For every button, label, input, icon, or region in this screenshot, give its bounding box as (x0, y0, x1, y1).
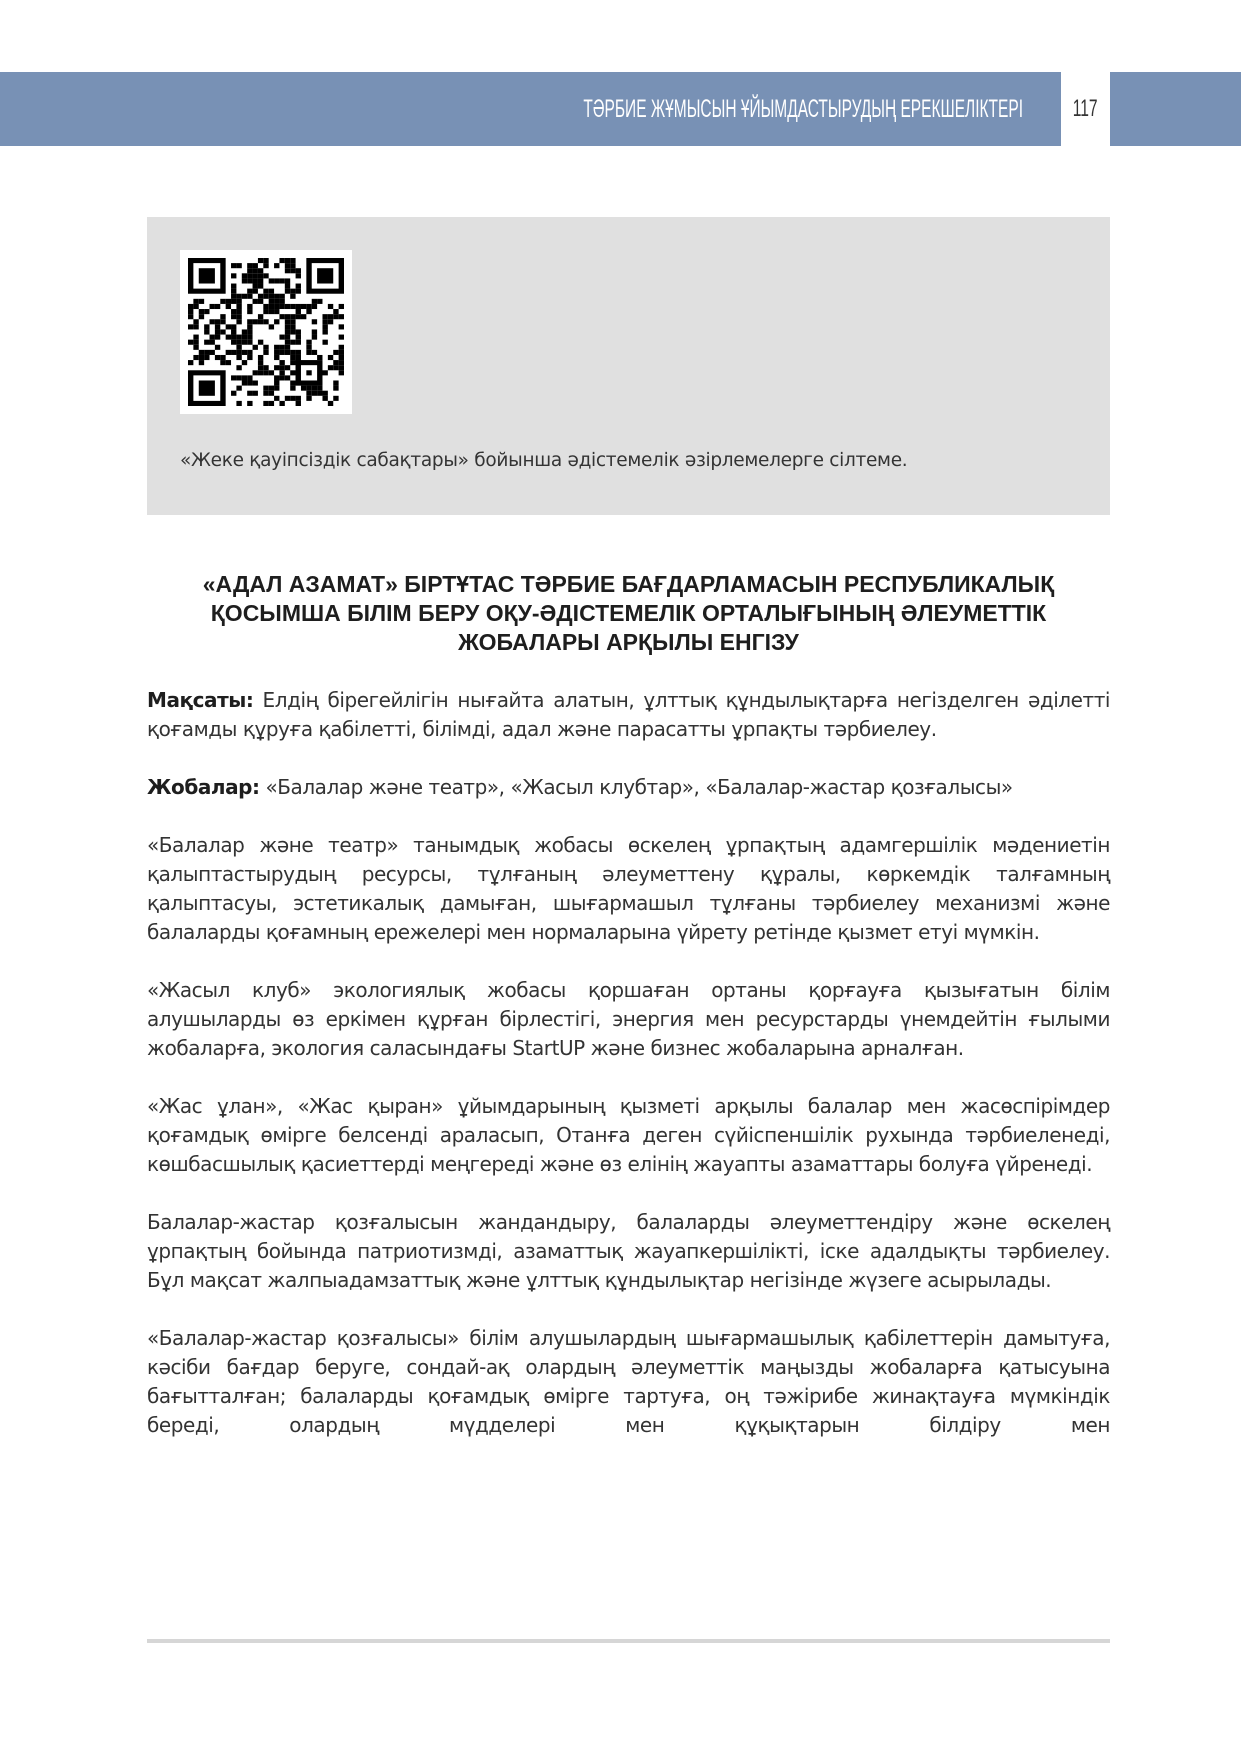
heading-line: ҚОСЫМША БІЛІМ БЕРУ ОҚУ-ӘДІСТЕМЕЛІК ОРТАЛЫҒЫНЫҢ ӘЛЕУМЕТТІК (210, 600, 1047, 626)
header-right-block (1110, 72, 1241, 146)
running-title: ТӘРБИЕ ЖҰМЫСЫН ҰЙЫМДАСТЫРУДЫҢ ЕРЕКШЕЛІКТЕРІ (583, 94, 1023, 123)
running-header-band (0, 72, 1061, 146)
paragraph-youth-movement-goals: «Балалар-жастар қозғалысы» білім алушылардың шығармашылық қабілеттерін дамытуға, кәсіби бағдар беруге, сондай-ақ олардың әлеуметтік маңызды жобаларға қатысуына бағытталған; балаларды қоғамдық өмірге тартуға, оң тәжірибе жинақтауға мүмкіндік береді, олардың мүдделері мен құқықтарын білдіру мен (147, 1326, 1110, 1437)
paragraph-theatre: «Балалар және театр» танымдық жобасы өскелең ұрпақтың адамгершілік мәдениетін қалыптастырудың ресурсы, тұлғаның әлеуметтену құралы, көркемдік талғамның қалыптасуы, эстетикалық дамыған, шығармашыл тұлғаны тәрбиелеу механизмі және балаларды қоғамның ережелері мен нормаларына үйрету ретінде қызмет етуі мүмкін. (147, 833, 1110, 944)
paragraph-green-club: «Жасыл клуб» экологиялық жобасы қоршаған ортаны қорғауға қызығатын білім алушыларды өз еркімен құрған бірлестігі, энергия мен ресурстарды үнемдейтін ғылыми жобаларға, экология саласындағы StartUP және бизнес жобаларына арналған. (147, 978, 1110, 1060)
projects-label: Жобалар: (147, 775, 260, 799)
qr-code-graphic (188, 258, 344, 406)
goal-paragraph (147, 686, 1110, 744)
qr-code-icon[interactable] (180, 250, 352, 414)
bottom-divider (147, 1639, 1110, 1643)
page-number (1061, 72, 1110, 146)
heading-line: ЖОБАЛАРЫ АРҚЫЛЫ ЕНГІЗУ (458, 629, 799, 655)
section-heading (147, 570, 1110, 657)
projects-paragraph (147, 773, 1110, 802)
paragraph-zhas-ulan: «Жас ұлан», «Жас қыран» ұйымдарының қызметі арқылы балалар мен жасөспірімдер қоғамдық өмірге белсенді араласып, Отанға деген сүйіспеншілік рухында тәрбиеленеді, көшбасшылық қасиеттерді меңгереді және өз елінің жауапты азаматтары болуға үйренеді. (147, 1094, 1110, 1176)
qr-info-box (147, 217, 1110, 515)
body-text (147, 686, 1110, 1469)
heading-line: «АДАЛ АЗАМАТ» БІРТҰТАС ТӘРБИЕ БАҒДАРЛАМАСЫН РЕСПУБЛИКАЛЫҚ (202, 571, 1055, 597)
paragraph-youth-movement: Балалар-жастар қозғалысын жандандыру, балаларды әлеуметтендіру және өскелең ұрпақтың бойында патриотизмді, азаматтық жауапкершілікті, іске адалдықты тәрбиелеу. Бұл мақсат жалпыадамзаттық және ұлттық құндылықтар негізінде жүзеге асырылады. (147, 1210, 1110, 1292)
goal-label: Мақсаты: (147, 688, 254, 712)
goal-text: Елдің бірегейлігін нығайта алатын, ұлттық құндылықтарға негізделген әділетті қоғамды құруға қабілетті, білімді, адал және парасатты ұрпақты тәрбиелеу. (147, 688, 1110, 741)
qr-caption: «Жеке қауіпсіздік сабақтары» бойынша әдістемелік әзірлемелерге сілтеме. (180, 450, 908, 471)
projects-text: «Балалар және театр», «Жасыл клубтар», «Балалар-жастар қозғалысы» (259, 775, 1013, 799)
page-number-text: 117 (1073, 95, 1098, 122)
